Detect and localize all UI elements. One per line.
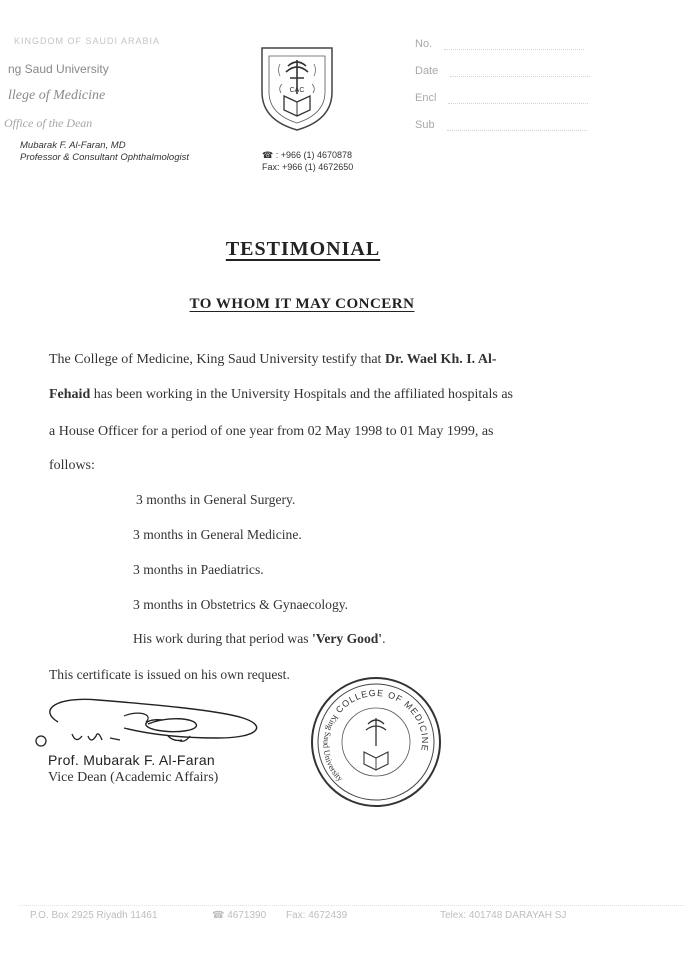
letterhead-dean-role: Professor & Consultant Ophthalmologist <box>20 152 189 163</box>
svg-text:King Saud University <box>306 713 372 785</box>
ref-date: Date <box>415 65 590 77</box>
footer-tel: ☎ 4671390 <box>212 910 267 921</box>
doctor-name: Dr. Wael Kh. I. Al- <box>384 352 497 367</box>
body-line-3: a House Officer for a period of one year from 02 May 1998 to 01 May 1999, as <box>49 424 494 439</box>
letterhead-country: KINGDOM OF SAUDI ARABIA <box>14 36 161 46</box>
letterhead-dean-name: Mubarak F. Al-Faran, MD <box>20 140 126 151</box>
signatory-name: Prof. Mubarak F. Al-Faran <box>48 752 216 768</box>
rotation-item: 3 months in Paediatrics. <box>133 562 264 577</box>
college-stamp-icon <box>306 672 446 812</box>
document-subtitle: TO WHOM IT MAY CONCERN <box>189 296 415 312</box>
letterhead-office: Office of the Dean <box>4 116 93 130</box>
footer-fax: Fax: 4672439 <box>286 910 348 921</box>
work-rating-line: His work during that period was 'Very Good'. <box>133 631 386 646</box>
stamp-ring-bottom: King Saud University <box>321 713 346 784</box>
body-line-4: follows: <box>49 458 95 473</box>
issued-statement: This certificate is issued on his own request. <box>49 667 290 682</box>
letterhead-university: ng Saud University <box>8 62 109 76</box>
work-rating: 'Very Good' <box>311 631 383 646</box>
footer-pobox: P.O. Box 2925 Riyadh 11461 <box>30 910 158 921</box>
rotation-item: 3 months in General Surgery. <box>136 492 296 507</box>
rotation-item: 3 months in Obstetrics & Gynaecology. <box>133 597 349 612</box>
letterhead-phone: ☎ : +966 (1) 4670878 <box>262 150 353 160</box>
stamp-ring-top: COLLEGE OF MEDICINE <box>333 687 431 753</box>
body-line-2: Fehaid has been working in the University Hospitals and the affiliated hospitals as <box>49 387 514 402</box>
rotation-item: 3 months in General Medicine. <box>133 527 302 542</box>
body-line-1: The College of Medicine, King Saud University testify that Dr. Wael Kh. I. Al- <box>49 352 497 367</box>
footer-telex: Telex: 401748 DARAYAH SJ <box>440 910 567 921</box>
document-title: TESTIMONIAL <box>225 238 381 260</box>
letterhead-fax: Fax: +966 (1) 4672650 <box>262 162 354 172</box>
svg-text:CAC: CAC <box>289 87 305 94</box>
ref-sub: Sub <box>415 119 587 131</box>
signature-icon <box>28 688 278 754</box>
signatory-role: Vice Dean (Academic Affairs) <box>48 770 219 785</box>
footer-divider <box>20 905 685 906</box>
university-emblem-icon <box>236 34 356 134</box>
svg-text:COLLEGE OF MEDICINE <box>333 672 446 772</box>
ref-no: No. <box>415 38 584 50</box>
ref-encl: Encl <box>415 92 588 104</box>
letterhead-college: llege of Medicine <box>8 88 106 103</box>
